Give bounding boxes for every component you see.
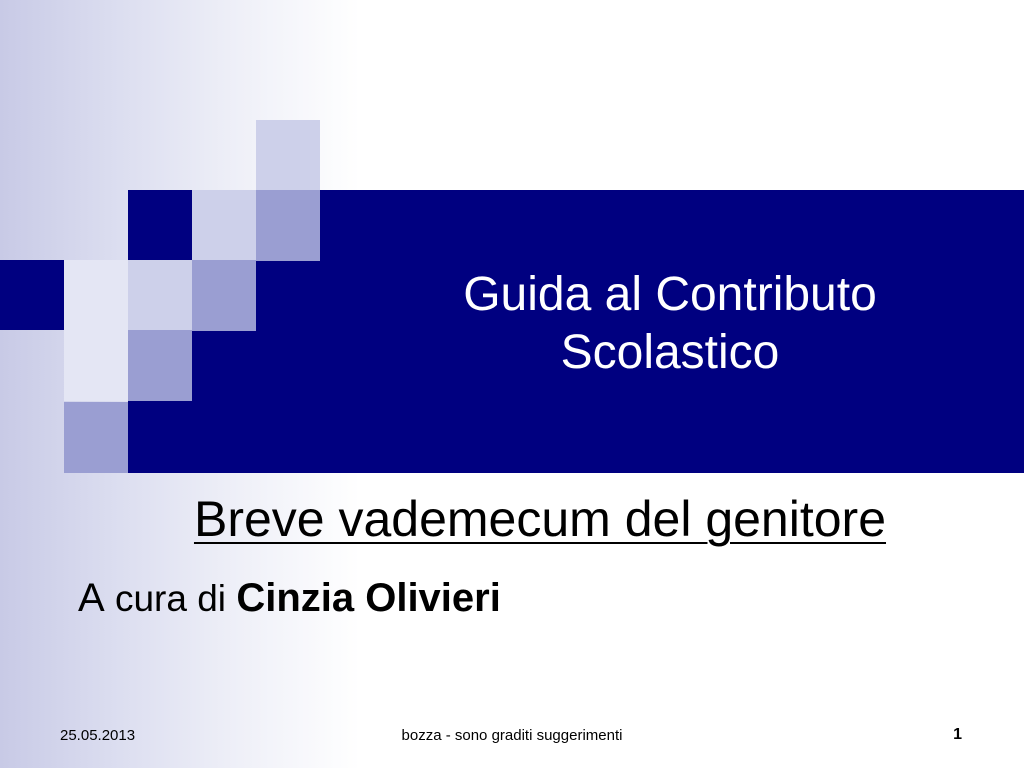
footer-date: 25.05.2013 [60,727,136,744]
page-number: 1 [953,726,962,743]
left-accent-block [0,260,64,330]
footer-note: bozza - sono graditi suggerimenti [401,727,623,744]
slide-title: Guida al Contributo Scolastico [463,268,877,379]
decor-square [64,402,128,473]
decor-square [256,120,320,191]
author-line [78,570,501,627]
slide-subtitle: Breve vademecum del genitore [193,491,887,547]
author-prefix-rest: cura di [104,578,237,619]
author-prefix-a: A [78,576,105,620]
decor-square [128,260,192,331]
decor-square [192,190,256,261]
decor-square [128,330,192,401]
decor-square [192,260,256,331]
decor-square [64,330,128,401]
decor-square [256,190,320,261]
author-name: Cinzia Olivieri [236,576,501,620]
decor-square [64,260,128,331]
